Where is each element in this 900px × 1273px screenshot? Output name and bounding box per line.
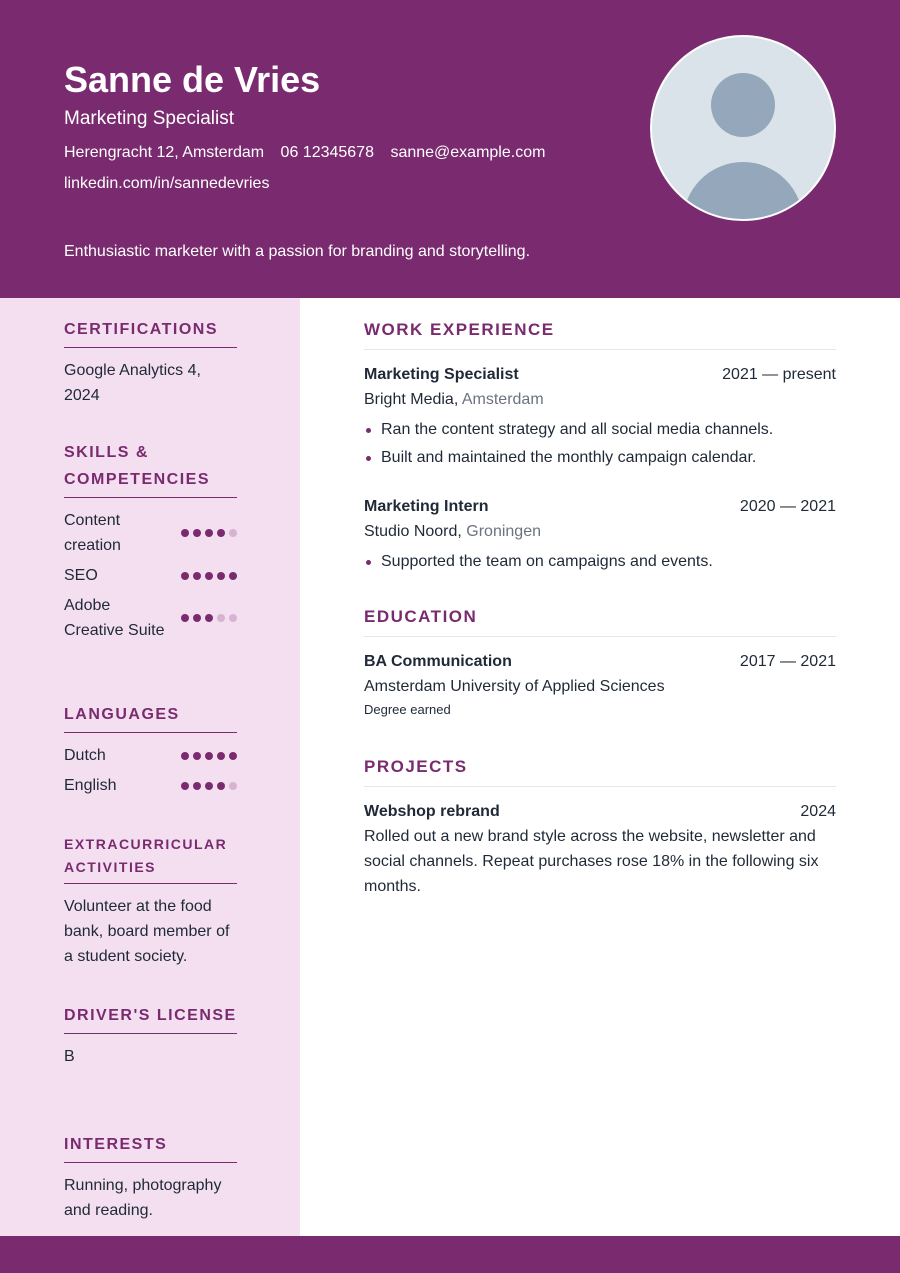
company-name: Bright Media: [364, 391, 454, 408]
rating-dot-filled: [181, 572, 189, 580]
rating-dot-filled: [205, 614, 213, 622]
bullet-item: Supported the team on campaigns and events.: [364, 548, 836, 576]
rating-dot-filled: [193, 614, 201, 622]
education-heading: EDUCATION: [364, 606, 836, 637]
skills-section: [64, 439, 237, 648]
language-label: Dutch: [64, 747, 106, 764]
work-experience-heading: WORK EXPERIENCE: [364, 319, 836, 350]
company-city: Amsterdam: [461, 391, 544, 408]
avatar-head-shape: [711, 73, 775, 137]
rating-dot-filled: [181, 752, 189, 760]
resume-header: [0, 0, 900, 298]
language-rating: [181, 782, 237, 790]
certifications-text: Google Analytics 4, 2024: [64, 362, 201, 404]
rating-dot-filled: [229, 752, 237, 760]
entry-title: Marketing Specialist: [364, 366, 519, 383]
address: Herengracht 12, Amsterdam: [64, 144, 265, 161]
rating-dot-filled: [193, 572, 201, 580]
education-section: [364, 606, 836, 743]
org-separator: ,: [457, 523, 467, 540]
skill-label: Adobe Creative Suite: [64, 597, 165, 639]
rating-dot-empty: [229, 614, 237, 622]
degree-title: BA Communication: [364, 653, 512, 670]
rating-dot-filled: [181, 529, 189, 537]
contact-line: [64, 143, 557, 163]
company-name: Studio Noord: [364, 523, 458, 540]
linkedin-link[interactable]: linkedin.com/in/sannedevries: [64, 175, 270, 192]
rating-dot-filled: [193, 782, 201, 790]
avatar-placeholder-icon: [650, 35, 836, 221]
school-name: Amsterdam University of Applied Sciences: [364, 678, 665, 695]
skills-heading: SKILLS & COMPETENCIES: [64, 439, 237, 498]
rating-dot-filled: [181, 614, 189, 622]
rating-dot-filled: [205, 782, 213, 790]
project-description: Rolled out a new brand style across the website, newsletter and social channels. Repeat purchases rose 18% in the following six months.: [364, 828, 819, 895]
drivers-license-section: [64, 1002, 237, 1069]
rating-dot-empty: [217, 614, 225, 622]
interests-text: Running, photography and reading.: [64, 1177, 222, 1219]
extracurricular-text: Volunteer at the food bank, board member of a student society.: [64, 898, 230, 965]
projects-heading: PROJECTS: [364, 756, 836, 787]
company-city: Groningen: [466, 523, 541, 540]
job-title: Marketing Specialist: [64, 108, 235, 129]
languages-heading: LANGUAGES: [64, 701, 237, 733]
entry-dates: 2020 — 2021: [739, 498, 836, 515]
extracurricular-heading: EXTRACURRICULAR ACTIVITIES: [64, 833, 237, 884]
person-name: Sanne de Vries: [64, 59, 321, 100]
rating-dot-filled: [205, 529, 213, 537]
rating-dot-filled: [205, 572, 213, 580]
skill-row: [64, 593, 237, 643]
summary: Enthusiastic marketer with a passion for branding and storytelling.: [64, 243, 531, 260]
rating-dot-filled: [205, 752, 213, 760]
sidebar: [0, 298, 300, 1236]
skill-rating: [181, 529, 237, 537]
bullet-item: Built and maintained the monthly campaign calendar.: [364, 444, 836, 472]
email[interactable]: sanne@example.com: [390, 144, 546, 161]
entry-organization: [364, 519, 836, 544]
rating-dot-empty: [229, 529, 237, 537]
skill-label: SEO: [64, 567, 98, 584]
projects-section: [364, 756, 836, 921]
rating-dot-filled: [193, 529, 201, 537]
footer-bar: [0, 1236, 900, 1273]
rating-dot-filled: [217, 572, 225, 580]
work-experience-section: [364, 319, 836, 598]
language-row: [64, 743, 237, 768]
extracurricular-section: [64, 833, 237, 969]
entry-dates: 2021 — present: [722, 366, 836, 383]
interests-section: [64, 1131, 237, 1223]
degree-note: Degree earned: [364, 702, 451, 717]
certifications-heading: CERTIFICATIONS: [64, 316, 237, 348]
entry-bullets: [364, 548, 836, 576]
project-year: 2024: [800, 803, 836, 820]
phone: 06 12345678: [280, 144, 374, 161]
education-entry: [364, 649, 836, 721]
rating-dot-filled: [181, 782, 189, 790]
work-entry: [364, 362, 836, 472]
rating-dot-filled: [217, 782, 225, 790]
languages-section: [64, 701, 237, 803]
skill-row: [64, 563, 237, 588]
avatar-body-shape: [683, 162, 803, 221]
entry-bullets: [364, 416, 836, 472]
rating-dot-filled: [229, 572, 237, 580]
rating-dot-filled: [217, 752, 225, 760]
skill-rating: [181, 572, 237, 580]
certifications-section: [64, 316, 237, 408]
skill-rating: [181, 614, 237, 622]
entry-title: Marketing Intern: [364, 498, 489, 515]
drivers-license-heading: DRIVER'S LICENSE: [64, 1002, 237, 1034]
rating-dot-empty: [229, 782, 237, 790]
skill-label: Content creation: [64, 512, 121, 554]
drivers-license-text: B: [64, 1048, 75, 1065]
org-separator: ,: [453, 391, 462, 408]
skill-row: [64, 508, 237, 558]
rating-dot-filled: [193, 752, 201, 760]
interests-heading: INTERESTS: [64, 1131, 237, 1163]
education-dates: 2017 — 2021: [739, 653, 836, 670]
entry-organization: [364, 387, 836, 412]
language-rating: [181, 752, 237, 760]
project-entry: [364, 799, 836, 899]
project-title: Webshop rebrand: [364, 803, 500, 820]
language-label: English: [64, 777, 117, 794]
bullet-item: Ran the content strategy and all social media channels.: [364, 416, 836, 444]
language-row: [64, 773, 237, 798]
work-entry: [364, 494, 836, 576]
rating-dot-filled: [217, 529, 225, 537]
